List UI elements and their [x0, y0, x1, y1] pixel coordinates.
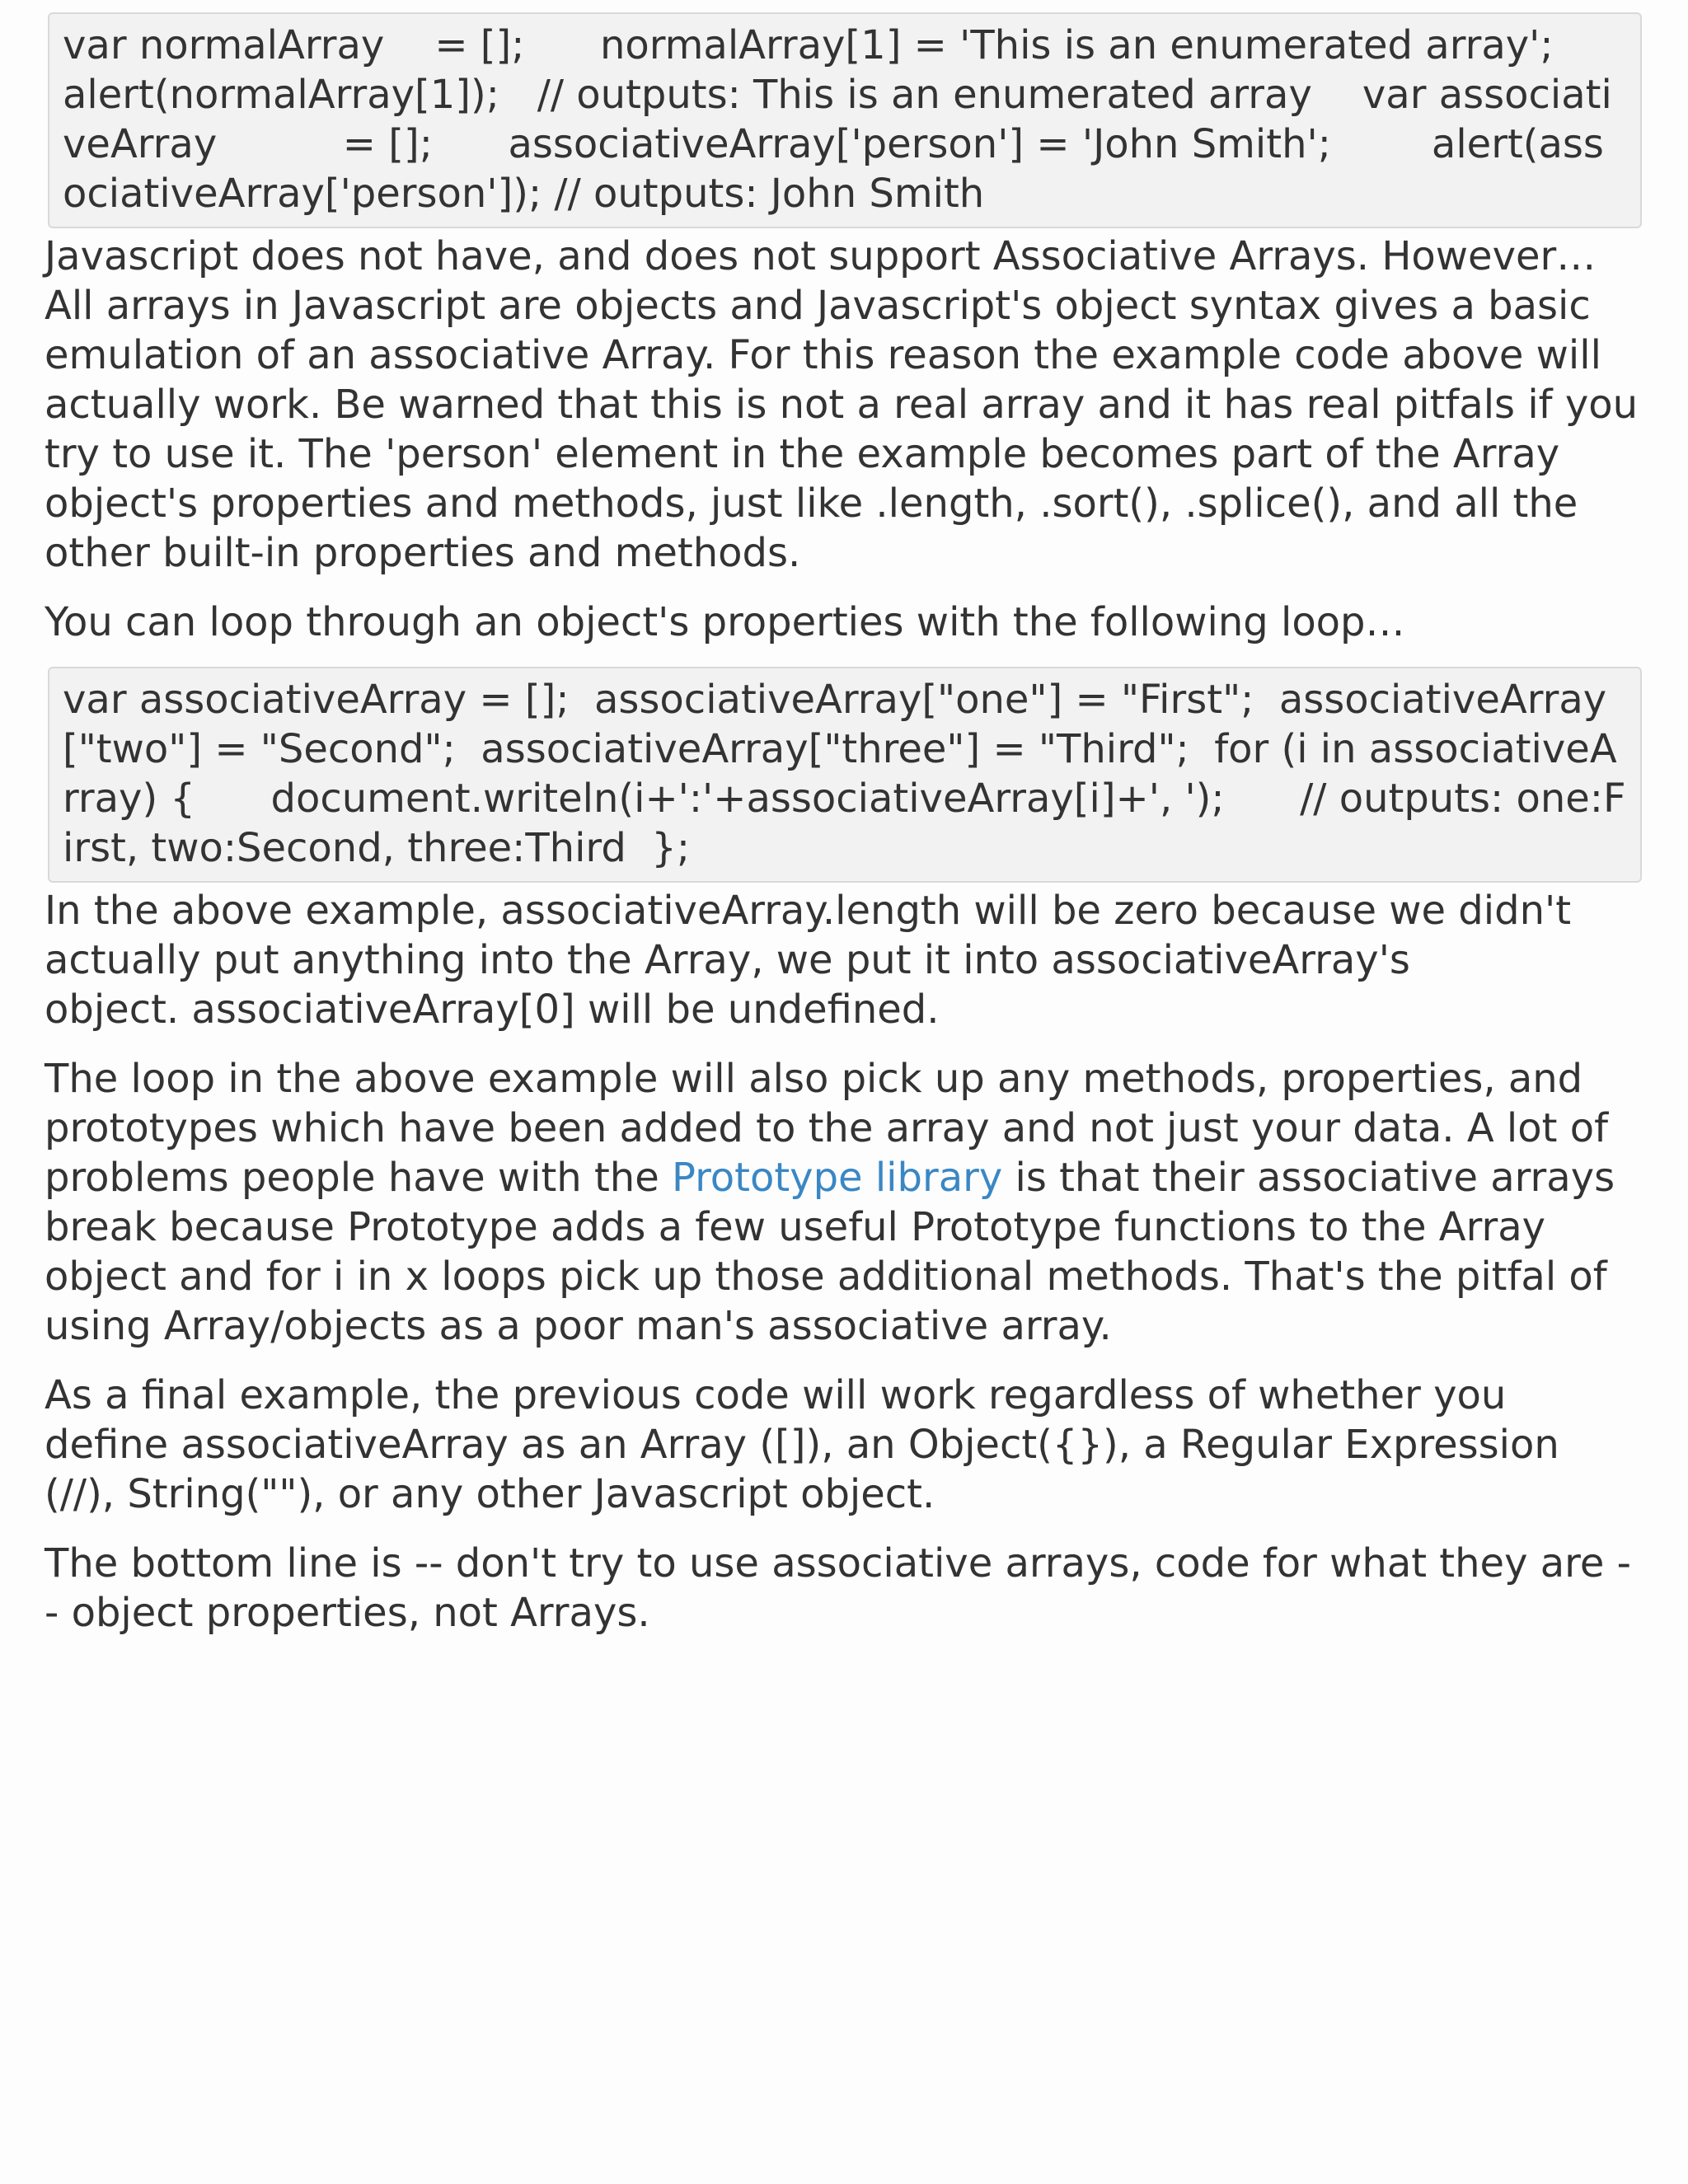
paragraph-length-zero-line-1: In the above example, associativeArray.length will be zero because we didn't actually put anything into the Array, we put it into associativeArray's	[45, 888, 1572, 983]
paragraph-no-associative-arrays: Javascript does not have, and does not support Associative Arrays. However… All arrays in Javascript are objects and Javascript's object syntax gives a basic emulation of an associative Array. For this reason the example code above will actually work. Be warned that this is not a real array and it has real pitfals if you try to use it. The 'person' element in the example becomes part of the Array object's properties and methods, just like .length, .sort(), .splice(), and all the other built-in properties and methods.	[45, 233, 1639, 576]
paragraph-final-example: As a final example, the previous code will work regardless of whether you define associativeArray as an Array ([]), an Object({}), a Regular Expression (//), String(""), or any other Javascript object.	[45, 1372, 1559, 1517]
paragraph-bottom-line: The bottom line is -- don't try to use associative arrays, code for what they are -- object properties, not Arrays.	[45, 1540, 1631, 1636]
paragraph-prototype-text-after: is that their associative arrays break because Prototype adds a few useful Prototype functions to the Array object and for i in x loops pick up those additional methods. That's the pitfal of using Array/objects as a poor man's associative array.	[45, 1155, 1615, 1349]
paragraph-loop-intro: You can loop through an object's properties with the following loop…	[45, 599, 1405, 645]
paragraph-length-zero-line-2: object. associativeArray[0] will be undefined.	[45, 987, 940, 1033]
paragraph-length-zero	[45, 886, 1642, 1034]
paragraph-prototype-text-before: The loop in the above example will also pick up any methods, properties, and prototypes which have been added to the array and not just your data. A lot of problems people have with the	[45, 1056, 1608, 1201]
prototype-library-link[interactable]: Prototype library	[672, 1155, 1003, 1201]
paragraph-prototype-pitfall	[45, 1054, 1642, 1351]
code-block-for-in-loop: var associativeArray = []; associativeArray["one"] = "First"; associativeArray["two"] = "Second"; associativeArray["three"] = "Third"; for (i in associativeArray) { document.writeln(i+':'+associativeArray[i]+', '); // outputs: one:First, two:Second, three:Third };	[48, 667, 1642, 883]
code-block-normal-vs-associative: var normalArray = []; normalArray[1] = 'This is an enumerated array'; alert(normalArray[1]); // outputs: This is an enumerated array var associativeArray = []; associativeArray['person'] = 'John Smith'; alert(associativeArray['person']); // outputs: John Smith	[48, 12, 1642, 228]
